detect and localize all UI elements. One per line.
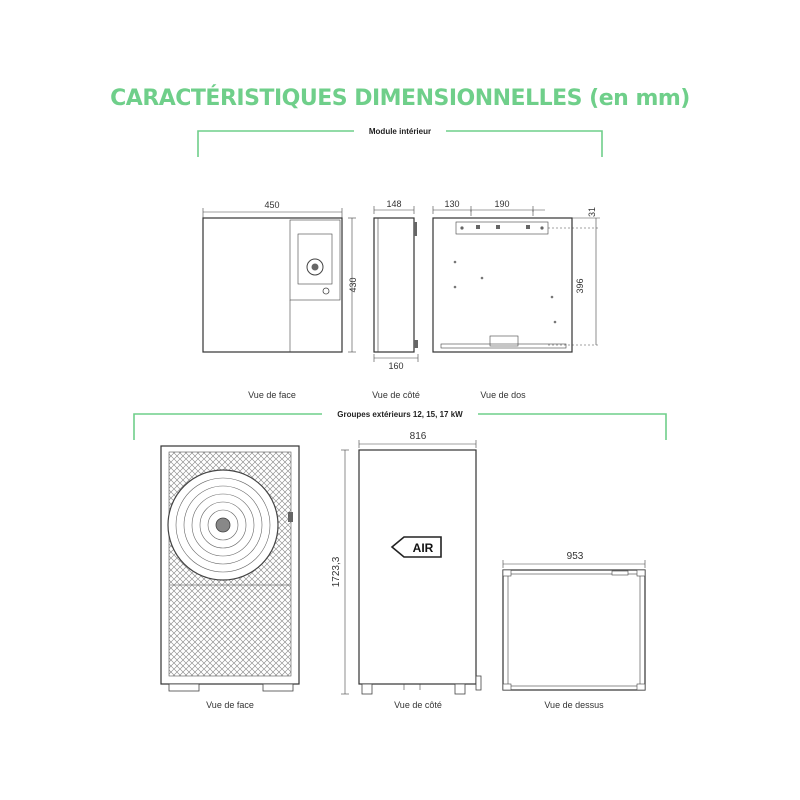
indoor-depth-top-label: 148 — [386, 199, 402, 209]
outdoor-width-label: 816 — [409, 431, 427, 442]
indoor-back-caption: Vue de dos — [480, 390, 526, 400]
indoor-section-label: Module intérieur — [368, 127, 432, 136]
indoor-back-top-label: 31 — [587, 206, 597, 218]
indoor-side-caption: Vue de côté — [372, 390, 420, 400]
page-title: CARACTÉRISTIQUES DIMENSIONNELLES (en mm) — [110, 86, 690, 111]
air-label: AIR — [412, 541, 434, 555]
indoor-width-label: 450 — [264, 200, 280, 210]
outdoor-front-view — [161, 446, 299, 691]
outdoor-top-view — [503, 560, 645, 690]
outdoor-top-caption: Vue de dessus — [544, 700, 604, 710]
outdoor-side-caption: Vue de côté — [394, 700, 442, 710]
indoor-side-view — [374, 206, 418, 362]
indoor-height-label: 430 — [348, 277, 358, 293]
outdoor-side-view — [341, 440, 481, 694]
outdoor-depth-label: 953 — [566, 551, 584, 562]
indoor-back-spacing-label: 190 — [494, 199, 510, 209]
outdoor-height-label: 1723,3 — [331, 556, 342, 588]
indoor-back-offset-label: 130 — [444, 199, 460, 209]
outdoor-section-label: Groupes extérieurs 12, 15, 17 kW — [337, 410, 463, 419]
outdoor-front-caption: Vue de face — [206, 700, 254, 710]
indoor-back-height-label: 396 — [575, 278, 585, 294]
indoor-front-caption: Vue de face — [248, 390, 296, 400]
indoor-front-view — [203, 208, 356, 352]
indoor-depth-bottom-label: 160 — [388, 361, 404, 371]
